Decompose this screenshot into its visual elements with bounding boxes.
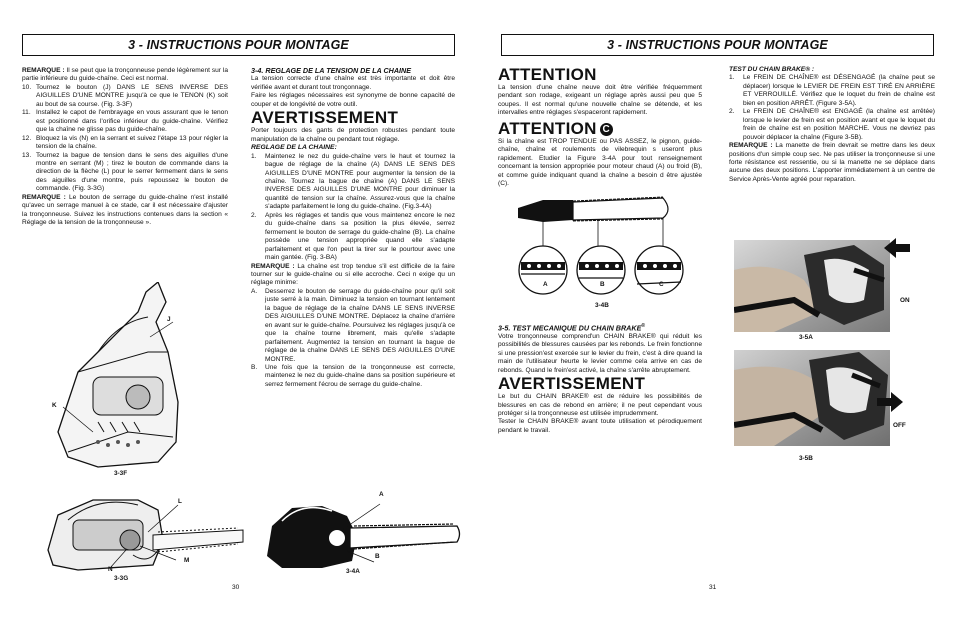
section-3-5-text: Votre tronçonneuse comprend'un CHAIN BRAKE® qui réduit les possibilités de blessures causées par les rebonds. Le frein fonctionne si une pression'est exercée sur le levier du frein, c'est à dire quand la main de l'utilisateur heurte le levier comme cela arrive en cas de rebonds. Quand le frein'est activé, la chaîne s'arrête abruptement. — [498, 332, 702, 374]
figure-label-a: A — [379, 491, 384, 498]
tension-step-1: 1. Maintenez le nez du guide-chaîne vers le haut et tournez la bague de réglage de la chaîne (A) DANS LE SENS DES AIGUILLES D'UNE MONTRE pour augmenter la tension de la chaîne. Tournez la bague de chaîne (A) DANS LE SENS INVERSE DES AIGUILLES D'UNE MONTRE pour diminuer la quantité de tension sur la chaîne. Assurez-vous que la chaîne s'adapte parfaitement le long du guide-chaîne. (Fig.3-4A) — [251, 152, 455, 211]
figure-caption-3-4a: 3-4A — [346, 568, 360, 575]
figure-label-m: M — [184, 557, 190, 564]
figure-label-b: B — [375, 553, 380, 560]
page-header: 3 - INSTRUCTIONS POUR MONTAGE — [501, 34, 934, 56]
figure-3-5b-photo — [734, 350, 890, 446]
intro-2: Faire les réglages nécessaires est synonyme de bonne capacité de couper et de longévité de votre outil. — [251, 92, 455, 108]
figure-label-a: A — [543, 281, 548, 288]
figure-label-b: B — [600, 281, 605, 288]
figure-label-off: OFF — [893, 422, 906, 429]
figure-caption-3-3f: 3-3F — [114, 470, 128, 477]
step-11: 11. Installez le capot de l'embrayage en vous assurant que le tenon est positionné dans l'orifice inférieur du guide-chaîne. Vérifiez que la chaîne ne glisse pas du guide-chaîne. — [22, 109, 228, 134]
subhead-reglage: REGLAGE DE LA CHAINE: — [251, 144, 337, 152]
arrow-icon — [884, 238, 910, 258]
right-column-1-lower — [498, 322, 702, 435]
figure-caption-3-4b: 3-4B — [595, 302, 609, 309]
attention-title-2: ATTENTION C — [498, 120, 702, 138]
remarque-frein: REMARQUE : La manette de frein devrait se mettre dans les deux positions d'un simple coup sec. Ne pas utiliser la tronçonneuse si une forte résistance est ressentie, ou si la manette ne se déplace dans aucune des deux positions. L'apporter immédiatement à un centre de Service Après-Vente agréé pour reparation. — [729, 142, 935, 183]
step-10: 10. Tournez le bouton (J) DANS LE SENS INVERSE DES AIGUILLES D'UNE MONTRE jusqu'à ce que le TENON (K) soit au bout de sa course. (Fig. 3-3F) — [22, 83, 228, 108]
figure-label-on: ON — [900, 297, 910, 304]
right-column-2 — [729, 66, 935, 184]
remarque-1: REMARQUE : Il se peut que la tronçonneuse pende légèrement sur la partie inférieure du guide-chaîne. Ceci est normal. — [22, 67, 228, 83]
right-column-1 — [498, 66, 702, 189]
remarque-tension: REMARQUE : La chaîne est trop tendue s'il est difficile de la faire tourner sur le guide-chaîne ou si elle accroche. Ceci n exige qu un réglage minime: — [251, 262, 455, 287]
figure-3-5a-photo — [734, 240, 890, 332]
figure-caption-3-5b: 3-5B — [799, 455, 813, 462]
figure-3-4a-illustration — [262, 496, 462, 576]
right-page — [477, 0, 954, 618]
left-column-2 — [251, 67, 455, 389]
intro-1: La tension correcte d'une chaîne est très importante et doit être vérifiée avant et durant tout tronçonnage. — [251, 75, 455, 91]
page-number: 31 — [709, 584, 717, 591]
remarque-2: REMARQUE : Le bouton de serrage du guide-chaîne n'est installé qu'avec un serrage manuel à ce stade, car il est nécessaire d'ajuster la tronçonneuse. Suivez les instructions contenues dans la section « Réglage de la tension de la tronçonneuse ». — [22, 193, 228, 227]
warning-text: Porter toujours des gants de protection robustes pendant toute manipulation de la chaîne ou pendant tout réglage. — [251, 127, 455, 143]
test-step-1: 1. Le FREIN DE CHAÎNE® est DÉSENGAGÉ (la chaîne peut se déplacer) lorsque le LEVIER DE FREIN EST TIRÉ EN ARRIÈRE ET VERROUILLÉ. Vérifiez que le loquet du frein de chaîne est bien en position ARRÊT. (Figure 3-5A). — [729, 74, 935, 107]
step-12: 12. Bloquez la vis (N) en la serrant et suivez l'étape 13 pour régler la tension de la chaîne. — [22, 134, 228, 151]
page-number: 30 — [232, 584, 240, 591]
figure-label-k: K — [52, 402, 57, 409]
warning-title: AVERTISSEMENT — [251, 108, 399, 128]
figure-caption-3-5a: 3-5A — [799, 334, 813, 341]
figure-label-l: L — [178, 498, 182, 505]
figure-label-j: J — [167, 316, 171, 323]
page-header: 3 - INSTRUCTIONS POUR MONTAGE — [22, 34, 455, 56]
avertissement-title: AVERTISSEMENT — [498, 374, 646, 394]
avertissement-text-1: Le but du CHAIN BRAKE® est de réduire les possibilités de blessures en cas de rebond en arrière; il ne peut cependant vous protéger si la tronçonneuse est utilisée imprudemment. — [498, 393, 702, 418]
test-title: TEST DU CHAIN BRAKE® : — [729, 66, 815, 73]
attention-text-2: Si la chaîne est TROP TENDUE ou PAS ASSEZ, le pignon, guide-chaîne, chaîne et roulements de vilebrequin s useront plus rapidement. Etudier la Figure 3-4A pour tout renseignement concernant la tension appropriée pour moteur chaud (A) ou froid (B), et comme guide indiquant quand la chaîne a besoin d être ajustée (C). — [498, 137, 702, 188]
attention-badge: C — [600, 123, 613, 136]
figure-label-c: C — [659, 281, 664, 288]
section-3-4-title: 3-4. REGLAGE DE LA TENSION DE LA CHAINE — [251, 66, 412, 75]
attention-title-1: ATTENTION — [498, 65, 597, 84]
tension-substep-a: A. Desserrez le bouton de serrage du guide-chaîne pour qu'il soit juste serré à la main. Diminuez la tension en tournant lentement la bague de réglage de la chaîne DANS LE SENS INVERSE DES AIGUILLES D'UNE MONTRE. Déplacez la chaîne d'arrière en avant sur le guide-chaîne. Poursuivez les réglages jusqu'à ce que la chaîne tourne librement, mais qu'elle s'adapte parfaitement. Augmentez la tension en tournant la bague de réglage de la chaîne DANS LE SENS DES AIGUILLES D'UNE MONTRE. — [251, 287, 455, 363]
tension-substep-b: B. Une fois que la tension de la tronçonneuse est correcte, maintenez le nez du guide-chaîne dans sa position supérieure et serrez fermement l'écrou de serrage du guide-chaîne. — [251, 363, 455, 388]
section-3-5-title: 3-5. TEST MECANIQUE DU CHAIN BRAKE® — [498, 323, 646, 333]
step-13: 13. Tournez la bague de tension dans le sens des aiguilles d'une montre en serrant (M) ; tirez le bouton de commande dans la direction de la flèche (L) pour le serrer fermement dans le sens des aiguilles d'une montre, puis repoussez le bouton de commande. (Fig. 3-3G) — [22, 151, 228, 193]
test-step-2: 2. Le FREIN DE CHAÎNE® est ENGAGÉ (la chaîne est arrêtée) lorsque le levier de frein est en position avant et que le loquet du frein de chaîne est en position MARCHE. Vous ne devriez pas pouvoir déplacer la chaîne (Figure 3-5B). — [729, 108, 935, 141]
figure-3-3g-illustration — [38, 480, 248, 580]
figure-caption-3-3g: 3-3G — [114, 575, 129, 582]
tension-step-2: 2. Après les réglages et tandis que vous maintenez encore le nez du guide-chaîne dans sa position la plus élevée, serrez fermement le bouton de serrage du guide-chaîne (B). La chaîne possède une tension appropriée quand elle s'adapte parfaitement et que l'on peut la tirer sur le pourtour avec une main gantée. (Fig. 3-BA) — [251, 211, 455, 262]
attention-text-1: La tension d'une chaîne neuve doit être vérifiée fréquemment pendant son rodage, exigeant un réglage après aussi peu que 5 coupes. Il est normal qu'une nouvelle chaîne se détende, et les intervalles entre réglages s'espaceront rapidement. — [498, 84, 702, 117]
avertissement-text-2: Tester le CHAIN BRAKE® avant toute utilisation et pérodiquement pendant le travail. — [498, 418, 702, 434]
left-column-1 — [22, 67, 228, 228]
arrow-icon — [877, 392, 903, 412]
figure-label-n: N — [108, 566, 113, 573]
figure-3-3f-illustration — [38, 282, 198, 472]
